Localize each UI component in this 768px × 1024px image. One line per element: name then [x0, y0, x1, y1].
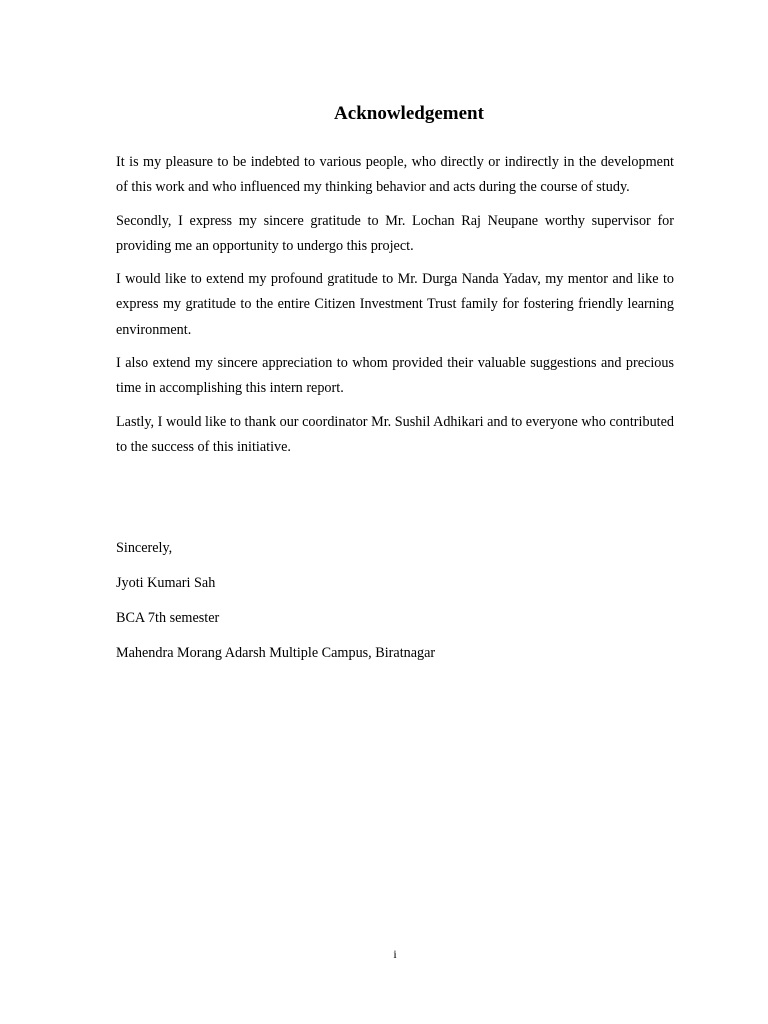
- author-institution: Mahendra Morang Adarsh Multiple Campus, Biratnagar: [116, 645, 436, 661]
- paragraph-1: It is my pleasure to be indebted to various people, who directly or indirectly in the development of this work and who influenced my thinking behavior and acts during the course of study.: [116, 154, 674, 196]
- paragraph-5: Lastly, I would like to thank our coordinator Mr. Sushil Adhikari and to everyone who contributed to the success of this initiative.: [116, 413, 674, 455]
- closing-salutation: Sincerely,: [116, 540, 173, 556]
- paragraph-2: Secondly, I express my sincere gratitude to Mr. Lochan Raj Neupane worthy supervisor for providing me an opportunity to undergo this project.: [116, 212, 674, 254]
- page-number: i: [393, 947, 397, 961]
- author-program: BCA 7th semester: [116, 610, 220, 626]
- acknowledgement-body: [116, 150, 674, 468]
- author-name: Jyoti Kumari Sah: [116, 575, 216, 591]
- page-title: Acknowledgement: [334, 103, 484, 124]
- paragraph-3: I would like to extend my profound gratitude to Mr. Durga Nanda Yadav, my mentor and like to express my gratitude to the entire Citizen Investment Trust family for fostering friendly learning environment.: [116, 271, 674, 338]
- paragraph-4: I also extend my sincere appreciation to whom provided their valuable suggestions and precious time in accomplishing this intern report.: [116, 355, 674, 397]
